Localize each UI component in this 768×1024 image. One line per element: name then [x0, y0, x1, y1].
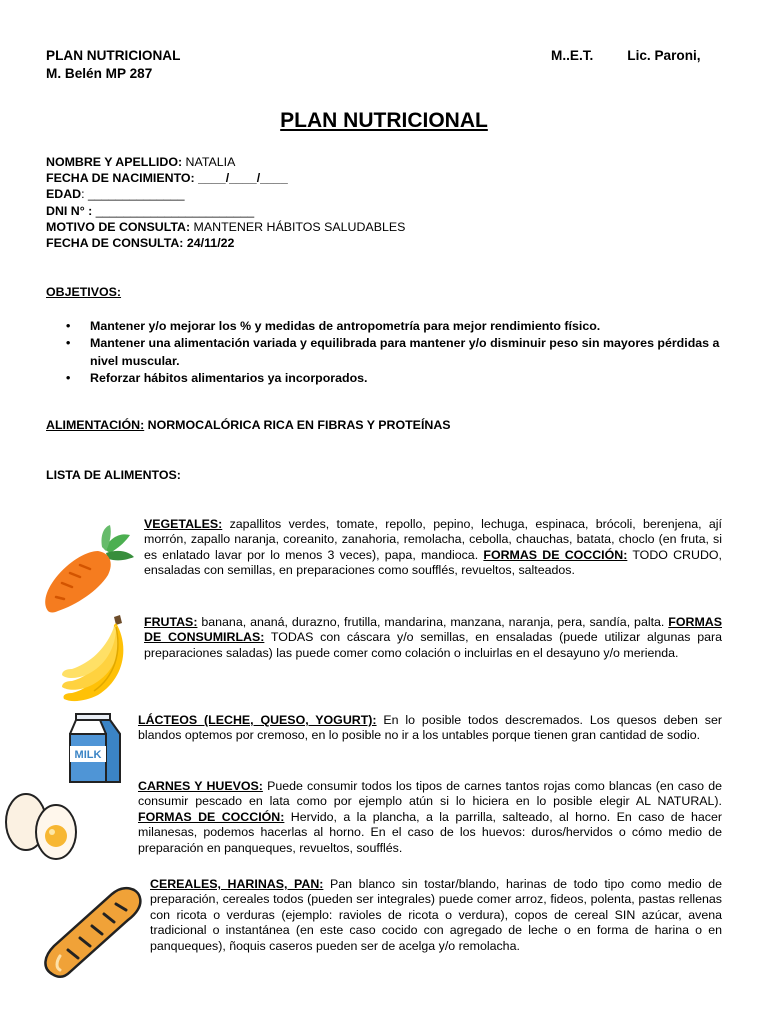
frutas-method-text: TODAS con cáscara y/o semillas, en ensaladas (puede utilizar algunas para preparaciones saladas) las puede comer como colación o incluirlas en el desayuno y/o merienda.: [144, 630, 722, 660]
alimentacion-label: ALIMENTACIÓN:: [46, 418, 145, 432]
objective-item: • Mantener una alimentación variada y equilibrada para mantener y/o disminuir peso sin mayores pérdidas a nivel muscular.: [62, 335, 728, 370]
page-title: PLAN NUTRICIONAL: [280, 109, 488, 132]
banana-icon: [58, 613, 136, 705]
patient-info: [46, 154, 726, 251]
milk-label: MILK: [74, 749, 102, 761]
frutas-label: FRUTAS:: [144, 615, 198, 629]
lacteos-label: LÁCTEOS (LECHE, QUESO, YOGURT):: [138, 713, 377, 727]
patient-birth-row: [46, 170, 726, 186]
patient-reason-value: MANTENER HÁBITOS SALUDABLES: [190, 219, 406, 234]
patient-name-value: NATALIA: [182, 155, 236, 169]
header-doctor: Lic. Paroni,: [627, 48, 701, 63]
eggs-icon: [2, 788, 82, 864]
patient-dni-value: _______________________: [92, 203, 255, 218]
section-lacteos: [138, 713, 722, 744]
patient-age-row: [46, 186, 726, 202]
patient-dni-label: DNI N° :: [46, 203, 93, 218]
food-list-heading: LISTA DE ALIMENTOS:: [46, 468, 181, 482]
frutas-text: banana, ananá, durazno, frutilla, mandarina, manzana, naranja, pera, sandía, palta.: [197, 615, 665, 629]
patient-reason-row: [46, 219, 726, 235]
patient-date-row: [46, 235, 726, 251]
cereales-text: Pan blanco sin tostar/blando, harinas de todo tipo como medio de preparación, cereales todos (pueden ser integrales) puede comer arroz, fideos, polenta, pastas rellenas con ricota o verduras (ejemplo: ravioles de ricota o verdura), copos de cereal SIN azúcar, avena tradicional o instantánea (en este caso cocido con agregado de leche o en forma de harina o en panqueques), ñoquis caseros pueden ser de acelga y/o remolacha.: [150, 877, 722, 953]
lacteos-text: En lo posible todos descremados. Los quesos deben ser blandos optemos por cremoso, en lo posible no ir a los untables porque tienen gran cantidad de sodio.: [138, 713, 722, 743]
patient-dni-row: [46, 203, 726, 219]
header-met: M..E.T.: [551, 48, 594, 63]
carnes-text: Puede consumir todos los tipos de carnes tantos rojas como blancas (en caso de consumir pescado en lata como por ejemplo atún si lo hiciera en lo posible elegir AL NATURAL).: [138, 779, 722, 809]
header-professional: M. Belén MP 287: [46, 66, 153, 81]
patient-date-label: FECHA DE CONSULTA: 24/11/22: [46, 236, 235, 251]
carnes-label: CARNES Y HUEVOS:: [138, 779, 263, 793]
header-plan-title: PLAN NUTRICIONAL: [46, 48, 181, 63]
vegetales-method-label: FORMAS DE COCCIÓN:: [483, 547, 628, 562]
frutas-method-label: FORMAS DE CONSUMIRLAS:: [144, 615, 722, 645]
patient-birth-value: ____/____/____: [194, 171, 288, 186]
vegetales-text: zapallitos verdes, tomate, repollo, pepino, lechuga, espinaca, brócoli, berenjena, ají morrón, zapallo naranja, coreanito, zanahoria, remolacha, cebolla, chauchas, batata, choclo (en fruta, si es enlatado lavar por lo menos 3 veces), papa, mandioca.: [144, 517, 722, 562]
objectives-list: [62, 318, 728, 387]
section-cereales: [150, 877, 722, 954]
section-carnes: [90, 779, 722, 856]
milk-carton-icon: [66, 712, 124, 784]
cereales-label: CEREALES, HARINAS, PAN:: [150, 877, 324, 891]
alimentacion-value: NORMOCALÓRICA RICA EN FIBRAS Y PROTEÍNAS: [144, 418, 451, 432]
header-left: [46, 47, 180, 83]
bread-icon: [40, 884, 144, 984]
patient-birth-label: FECHA DE NACIMIENTO:: [46, 171, 195, 186]
carnes-method-label: FORMAS DE COCCIÓN:: [138, 809, 285, 824]
objective-item: • Reforzar hábitos alimentarios ya incorporados.: [62, 370, 728, 387]
patient-reason-label: MOTIVO DE CONSULTA:: [46, 219, 191, 234]
vegetales-method-text: TODO CRUDO, ensaladas con semillas, en preparaciones como soufflés, revueltos, salteados.: [144, 547, 722, 578]
alimentacion-line: [46, 418, 451, 433]
patient-name-row: [46, 154, 726, 170]
patient-age-label: EDAD: [46, 187, 82, 202]
section-frutas: [144, 615, 722, 661]
patient-name-label: NOMBRE Y APELLIDO:: [46, 155, 183, 169]
carnes-method-text: Hervido, a la plancha, a la parrilla, salteado, al horno. En caso de hacer milanesas, podemos hacerlas al horno. En el caso de los huevos: duros/hervidos o cómo medio de preparación en panqueques, revueltos, soufflés.: [138, 809, 722, 855]
section-vegetales: [144, 517, 722, 579]
vegetales-label: VEGETALES:: [144, 517, 223, 531]
objectives-heading: OBJETIVOS:: [46, 285, 122, 299]
objective-item: • Mantener y/o mejorar los % y medidas de antropometría para mejor rendimiento físico.: [62, 318, 728, 335]
header-right: [551, 47, 701, 65]
patient-age-value: : ______________: [81, 187, 185, 202]
carnes-paragraph: [90, 779, 722, 856]
carrot-icon: [40, 525, 136, 617]
